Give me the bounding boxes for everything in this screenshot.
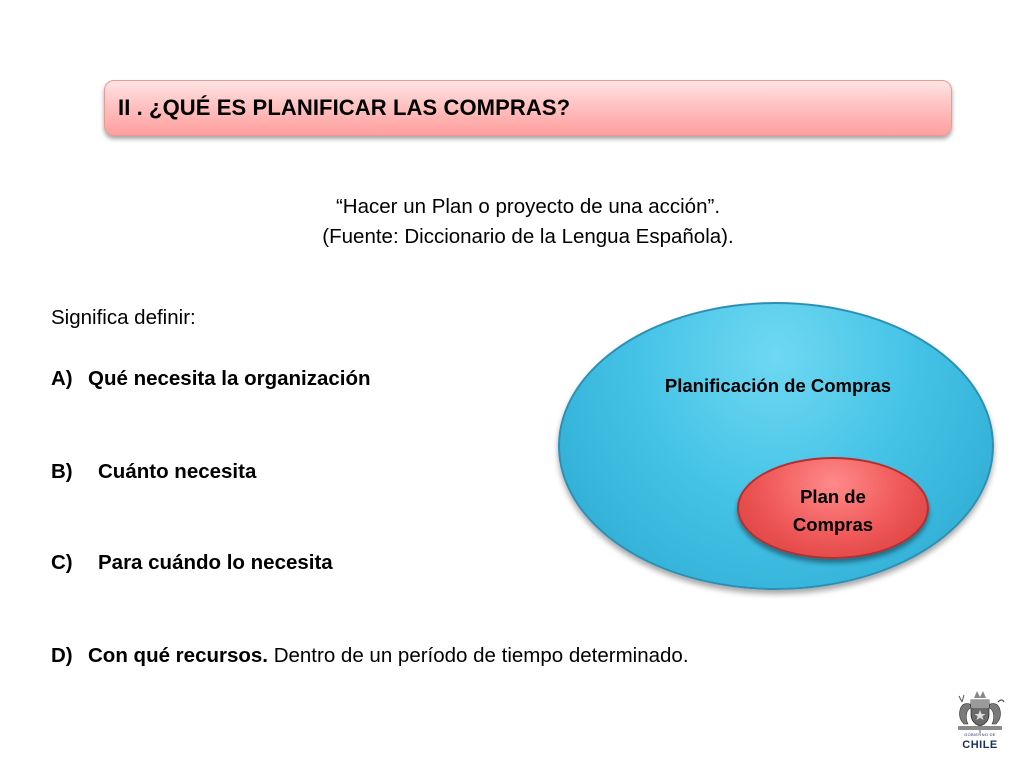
list-item-bold-text: Cuánto necesita — [98, 460, 257, 483]
quote-line-2: (Fuente: Diccionario de la Lengua Española). — [322, 225, 734, 248]
list-item-d — [51, 644, 689, 668]
inner-ellipse — [737, 457, 929, 559]
inner-ellipse-label — [739, 483, 927, 539]
outer-ellipse-label: Planificación de Compras — [664, 375, 892, 396]
list-item-plain-text: Dentro de un período de tiempo determinado. — [268, 644, 689, 667]
list-item-a — [51, 367, 371, 391]
gobierno-de-chile-logo — [950, 690, 1010, 760]
definition-quote — [0, 192, 1024, 252]
title-bar — [104, 80, 952, 136]
list-item-b — [51, 460, 256, 484]
list-item-letter: A) — [51, 367, 73, 390]
list-item-letter: D) — [51, 644, 73, 667]
logo-wordmark: CHILE — [962, 739, 998, 751]
list-item-letter: B) — [51, 460, 73, 483]
coat-of-arms-icon — [950, 690, 1010, 734]
list-item-bold-text: Qué necesita la organización — [88, 367, 371, 390]
intro-text: Significa definir: — [51, 306, 196, 329]
nested-ellipse-diagram — [556, 300, 1000, 596]
logo-subtitle: GOBIERNO DE — [964, 732, 996, 737]
inner-label-line-2: Compras — [792, 514, 874, 535]
slide-title: II . ¿QUÉ ES PLANIFICAR LAS COMPRAS? — [118, 95, 571, 120]
list-item-letter: C) — [51, 551, 73, 574]
inner-label-line-1: Plan de — [800, 486, 866, 507]
list-item-c — [51, 551, 333, 575]
list-item-bold-text: Para cuándo lo necesita — [98, 551, 333, 574]
quote-line-1: “Hacer un Plan o proyecto de una acción”. — [335, 195, 721, 218]
list-item-bold-text: Con qué recursos. — [88, 644, 268, 667]
